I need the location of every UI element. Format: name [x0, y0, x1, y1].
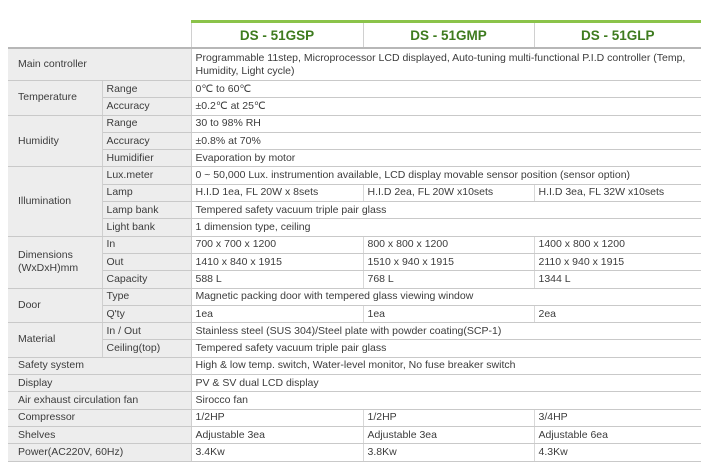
- header-row: [8, 22, 701, 49]
- humidity-accuracy-row: [8, 132, 701, 149]
- illumination-luxmeter-row: [8, 167, 701, 184]
- display-row: [8, 375, 701, 392]
- sub-label: Q'ty: [102, 305, 191, 322]
- dimension-out-value: 1510 x 940 x 1915: [363, 253, 534, 270]
- compressor-value: 3/4HP: [534, 409, 701, 426]
- temperature-range-value: 0℃ to 60℃: [191, 81, 701, 98]
- compressor-value: 1/2HP: [363, 409, 534, 426]
- humidity-range-value: 30 to 98% RH: [191, 115, 701, 132]
- capacity-value: 1344 L: [534, 271, 701, 288]
- dimension-in-value: 700 x 700 x 1200: [191, 236, 363, 253]
- category-label: Door: [8, 288, 102, 323]
- illumination-lightbank-row: [8, 219, 701, 236]
- humidity-humidifier-row: [8, 150, 701, 167]
- power-value: 3.4Kw: [191, 444, 363, 461]
- exhaust-fan-row: [8, 392, 701, 409]
- lampbank-value: Tempered safety vacuum triple pair glass: [191, 202, 701, 219]
- dimension-in-value: 1400 x 800 x 1200: [534, 236, 701, 253]
- header-blank: [102, 22, 191, 49]
- main-controller-row: [8, 48, 701, 81]
- sub-label: In: [102, 236, 191, 253]
- category-label: Display: [8, 375, 191, 392]
- power-value: 3.8Kw: [363, 444, 534, 461]
- humidity-range-row: [8, 115, 701, 132]
- dimension-in-value: 800 x 800 x 1200: [363, 236, 534, 253]
- shelves-value: Adjustable 6ea: [534, 426, 701, 443]
- power-value: 4.3Kw: [534, 444, 701, 461]
- category-label: Shelves: [8, 426, 191, 443]
- illumination-lampbank-row: [8, 202, 701, 219]
- door-type-row: [8, 288, 701, 305]
- capacity-value: 588 L: [191, 271, 363, 288]
- sub-label: Lux.meter: [102, 167, 191, 184]
- door-qty-value: 1ea: [363, 305, 534, 322]
- sub-label: Light bank: [102, 219, 191, 236]
- door-qty-row: [8, 305, 701, 322]
- temperature-accuracy-row: [8, 98, 701, 115]
- sub-label: Lamp bank: [102, 202, 191, 219]
- material-inout-row: [8, 323, 701, 340]
- category-label: Humidity: [8, 115, 102, 167]
- category-label: Dimensions (WxDxH)mm: [8, 236, 102, 288]
- main-controller-value: Programmable 11step, Microprocessor LCD displayed, Auto-tuning multi-functional P.I.D controller (Temp, Humidity, Light cycle): [191, 48, 701, 81]
- dimensions-capacity-row: [8, 271, 701, 288]
- dimension-out-value: 1410 x 840 x 1915: [191, 253, 363, 270]
- shelves-value: Adjustable 3ea: [363, 426, 534, 443]
- lamp-value: H.I.D 3ea, FL 32W x10sets: [534, 184, 701, 201]
- lamp-value: H.I.D 1ea, FL 20W x 8sets: [191, 184, 363, 201]
- category-label: Main controller: [8, 48, 191, 81]
- sub-label: Humidifier: [102, 150, 191, 167]
- sub-label: Type: [102, 288, 191, 305]
- display-value: PV & SV dual LCD display: [191, 375, 701, 392]
- humidifier-value: Evaporation by motor: [191, 150, 701, 167]
- luxmeter-value: 0 ~ 50,000 Lux. instrumention available, LCD display movable sensor position (sensor option): [191, 167, 701, 184]
- model-ds51gmp-heading: DS - 51GMP: [363, 22, 534, 49]
- dimension-out-value: 2110 x 940 x 1915: [534, 253, 701, 270]
- safety-system-row: [8, 357, 701, 374]
- sub-label: Out: [102, 253, 191, 270]
- sub-label: Accuracy: [102, 98, 191, 115]
- lightbank-value: 1 dimension type, ceiling: [191, 219, 701, 236]
- model-ds51gsp-heading: DS - 51GSP: [191, 22, 363, 49]
- temperature-range-row: [8, 81, 701, 98]
- header-blank: [8, 22, 102, 49]
- sub-label: Lamp: [102, 184, 191, 201]
- material-ceiling-row: [8, 340, 701, 357]
- model-ds51glp-heading: DS - 51GLP: [534, 22, 701, 49]
- door-qty-value: 1ea: [191, 305, 363, 322]
- sub-label: Range: [102, 81, 191, 98]
- lamp-value: H.I.D 2ea, FL 20W x10sets: [363, 184, 534, 201]
- sub-label: Range: [102, 115, 191, 132]
- category-label: Compressor: [8, 409, 191, 426]
- capacity-value: 768 L: [363, 271, 534, 288]
- sub-label: Capacity: [102, 271, 191, 288]
- category-label: Illumination: [8, 167, 102, 236]
- sub-label: Ceiling(top): [102, 340, 191, 357]
- humidity-accuracy-value: ±0.8% at 70%: [191, 132, 701, 149]
- dimensions-out-row: [8, 253, 701, 270]
- shelves-row: [8, 426, 701, 443]
- compressor-value: 1/2HP: [191, 409, 363, 426]
- spec-table: [8, 20, 701, 462]
- category-label: Safety system: [8, 357, 191, 374]
- sub-label: In / Out: [102, 323, 191, 340]
- door-type-value: Magnetic packing door with tempered glass viewing window: [191, 288, 701, 305]
- material-inout-value: Stainless steel (SUS 304)/Steel plate with powder coating(SCP-1): [191, 323, 701, 340]
- safety-system-value: High & low temp. switch, Water-level monitor, No fuse breaker switch: [191, 357, 701, 374]
- compressor-row: [8, 409, 701, 426]
- category-label: Power(AC220V, 60Hz): [8, 444, 191, 461]
- category-label: Air exhaust circulation fan: [8, 392, 191, 409]
- category-label: Material: [8, 323, 102, 358]
- dimensions-in-row: [8, 236, 701, 253]
- door-qty-value: 2ea: [534, 305, 701, 322]
- shelves-value: Adjustable 3ea: [191, 426, 363, 443]
- temperature-accuracy-value: ±0.2℃ at 25℃: [191, 98, 701, 115]
- power-row: [8, 444, 701, 461]
- illumination-lamp-row: [8, 184, 701, 201]
- category-label: Temperature: [8, 81, 102, 116]
- material-ceiling-value: Tempered safety vacuum triple pair glass: [191, 340, 701, 357]
- exhaust-fan-value: Sirocco fan: [191, 392, 701, 409]
- sub-label: Accuracy: [102, 132, 191, 149]
